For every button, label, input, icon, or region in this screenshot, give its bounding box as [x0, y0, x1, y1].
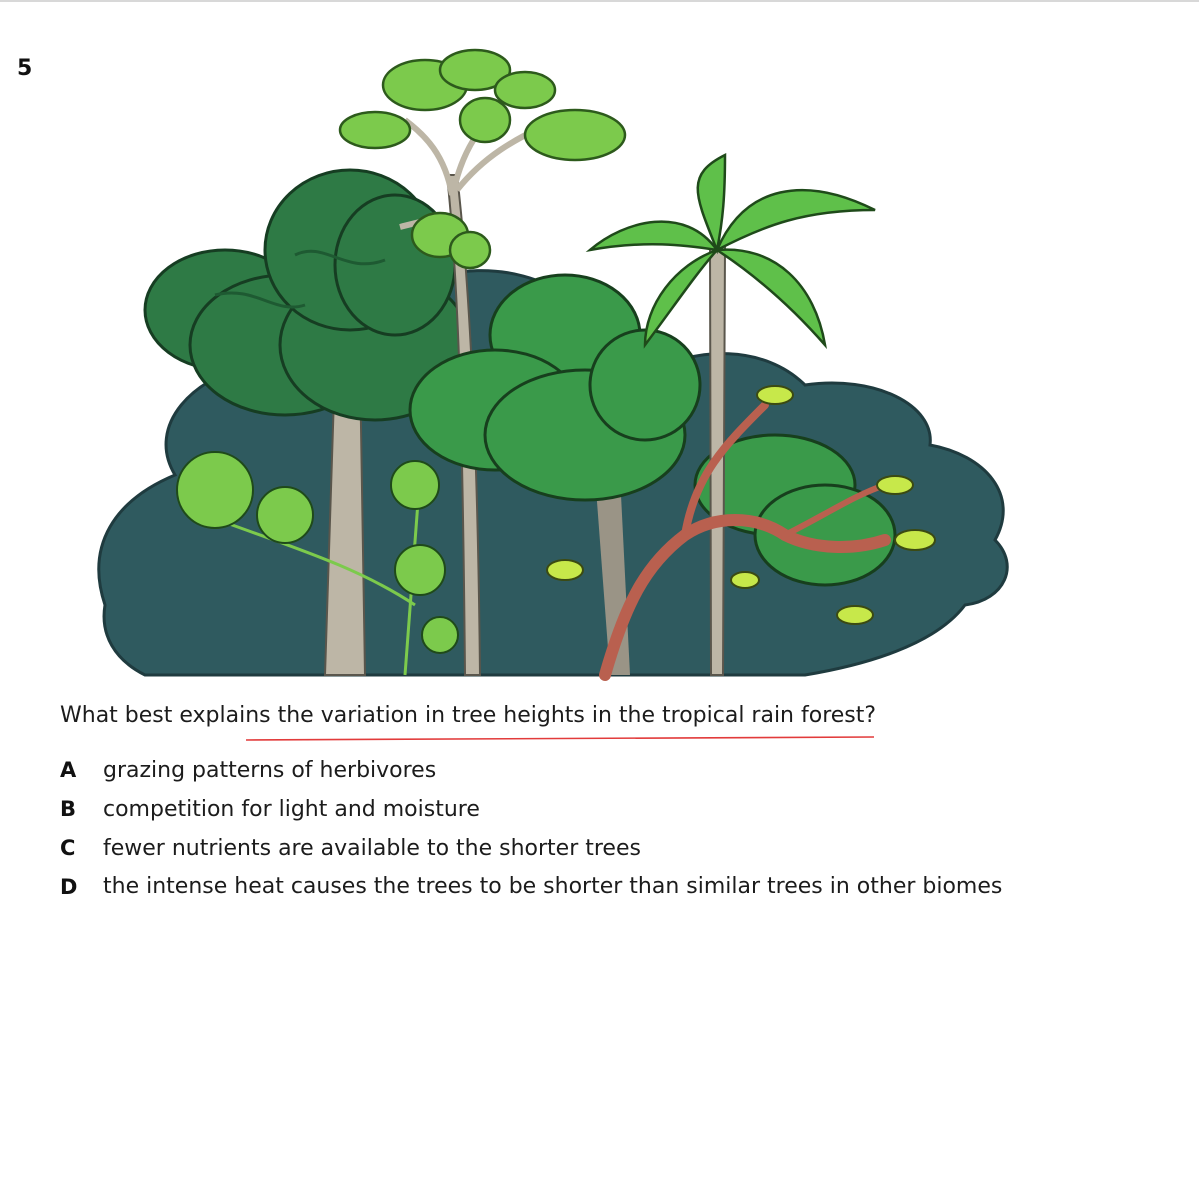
- choice-a[interactable]: [60, 757, 1060, 784]
- choice-letter: C: [60, 836, 76, 860]
- choice-letter: B: [60, 797, 77, 821]
- question-prompt: What best explains the variation in tree heights in the tropical rain forest?: [60, 703, 877, 728]
- question-number: 5: [17, 56, 33, 81]
- choice-b[interactable]: [60, 796, 1060, 823]
- choice-d[interactable]: [60, 874, 1060, 901]
- choice-text: the intense heat causes the trees to be shorter than similar trees in other biomes: [103, 874, 1003, 899]
- choice-text: competition for light and moisture: [103, 797, 480, 822]
- choice-text: fewer nutrients are available to the shorter trees: [103, 836, 641, 861]
- choice-letter: A: [60, 758, 77, 782]
- choice-c[interactable]: [60, 835, 1060, 862]
- rainforest-trees-illustration: [85, 45, 1015, 685]
- choice-letter: D: [60, 875, 78, 899]
- spellcheck-underline: [246, 735, 874, 745]
- choice-text: grazing patterns of herbivores: [103, 758, 437, 783]
- top-divider: [0, 0, 1199, 2]
- answer-choices: [60, 757, 1060, 913]
